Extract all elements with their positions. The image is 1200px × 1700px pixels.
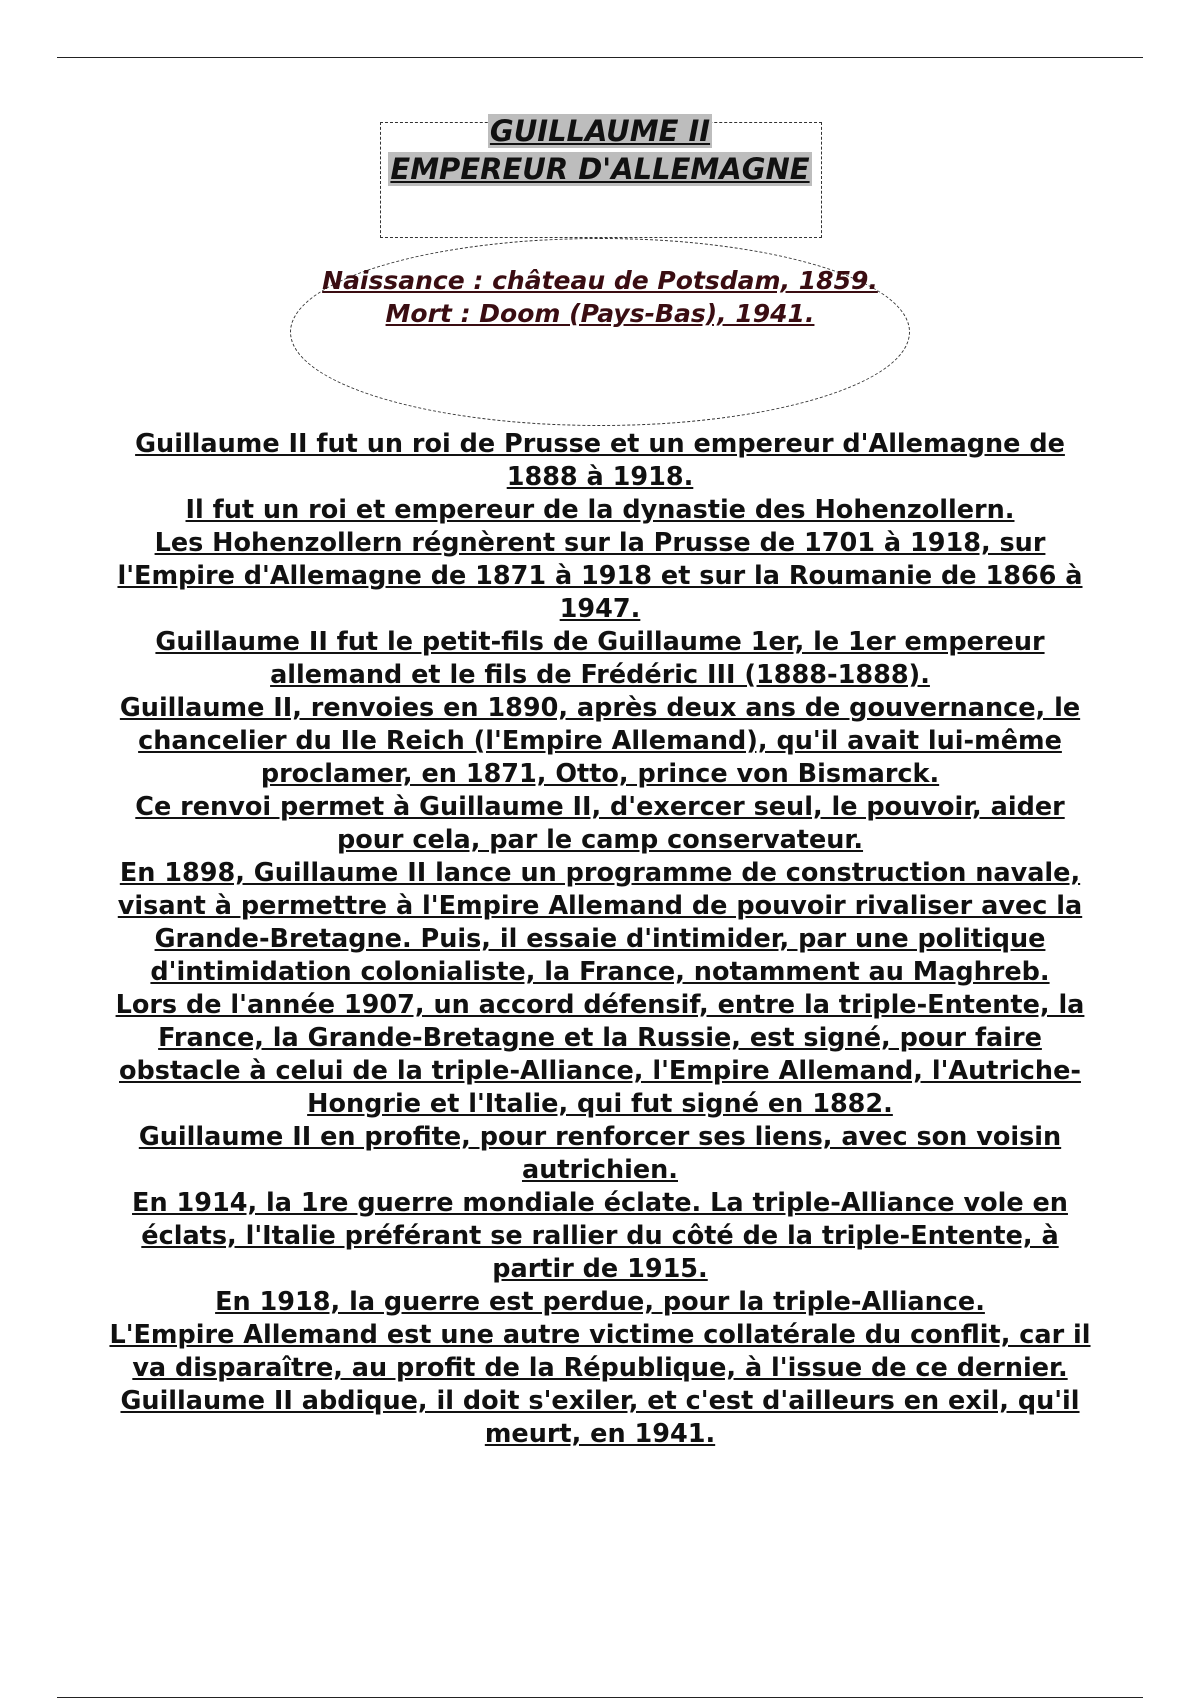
paragraph: Guillaume II, renvoies en 1890, après deux ans de gouvernance, le chancelier du IIe Reich (l'Empire Allemand), qu'il avait lui-même proclamer, en 1871, Otto, prince von Bismarck. <box>119 693 1081 789</box>
paragraph: L'Empire Allemand est une autre victime collatérale du conflit, car il va disparaître, au profit de la République, à l'issue de ce dernier. <box>109 1320 1091 1383</box>
paragraph: Les Hohenzollern régnèrent sur la Prusse de 1701 à 1918, sur l'Empire d'Allemagne de 1871 à 1918 et sur la Roumanie de 1866 à 1947. <box>117 528 1083 624</box>
paragraph: En 1898, Guillaume II lance un programme de construction navale, visant à permettre à l'Empire Allemand de pouvoir rivaliser avec la Grande-Bretagne. Puis, il essaie d'intimider, par une politique d'intimidation colonialiste, la France, notamment au Maghreb. <box>117 858 1083 987</box>
body-text <box>100 428 1100 1451</box>
paragraph: Guillaume II abdique, il doit s'exiler, et c'est d'ailleurs en exil, qu'il meurt, en 1941. <box>120 1386 1080 1449</box>
bottom-rule <box>57 1697 1143 1698</box>
paragraph: Lors de l'année 1907, un accord défensif, entre la triple-Entente, la France, la Grande-Bretagne et la Russie, est signé, pour faire obstacle à celui de la triple-Alliance, l'Empire Allemand, l'Autriche-Hongrie et l'Italie, qui fut signé en 1882. <box>115 990 1085 1119</box>
title-line-2: EMPEREUR D'ALLEMAGNE <box>390 152 810 186</box>
title-line-1: GUILLAUME II <box>489 114 711 148</box>
death-line: Mort : Doom (Pays-Bas), 1941. <box>385 299 815 328</box>
paragraph: En 1914, la 1re guerre mondiale éclate. La triple-Alliance vole en éclats, l'Italie préférant se rallier du côté de la triple-Entente, à partir de 1915. <box>132 1188 1068 1284</box>
paragraph: Il fut un roi et empereur de la dynastie des Hohenzollern. <box>185 495 1015 525</box>
paragraph: En 1918, la guerre est perdue, pour la triple-Alliance. <box>215 1287 985 1317</box>
page-title <box>0 112 1200 188</box>
birth-line: Naissance : château de Potsdam, 1859. <box>322 266 878 295</box>
paragraph: Guillaume II en profite, pour renforcer ses liens, avec son voisin autrichien. <box>138 1122 1062 1185</box>
paragraph: Ce renvoi permet à Guillaume II, d'exercer seul, le pouvoir, aider pour cela, par le camp conservateur. <box>135 792 1065 855</box>
paragraph: Guillaume II fut un roi de Prusse et un empereur d'Allemagne de 1888 à 1918. <box>135 429 1065 492</box>
top-rule <box>57 57 1143 58</box>
paragraph: Guillaume II fut le petit-fils de Guillaume 1er, le 1er empereur allemand et le fils de Frédéric III (1888-1888). <box>155 627 1045 690</box>
birth-death-info <box>0 264 1200 330</box>
